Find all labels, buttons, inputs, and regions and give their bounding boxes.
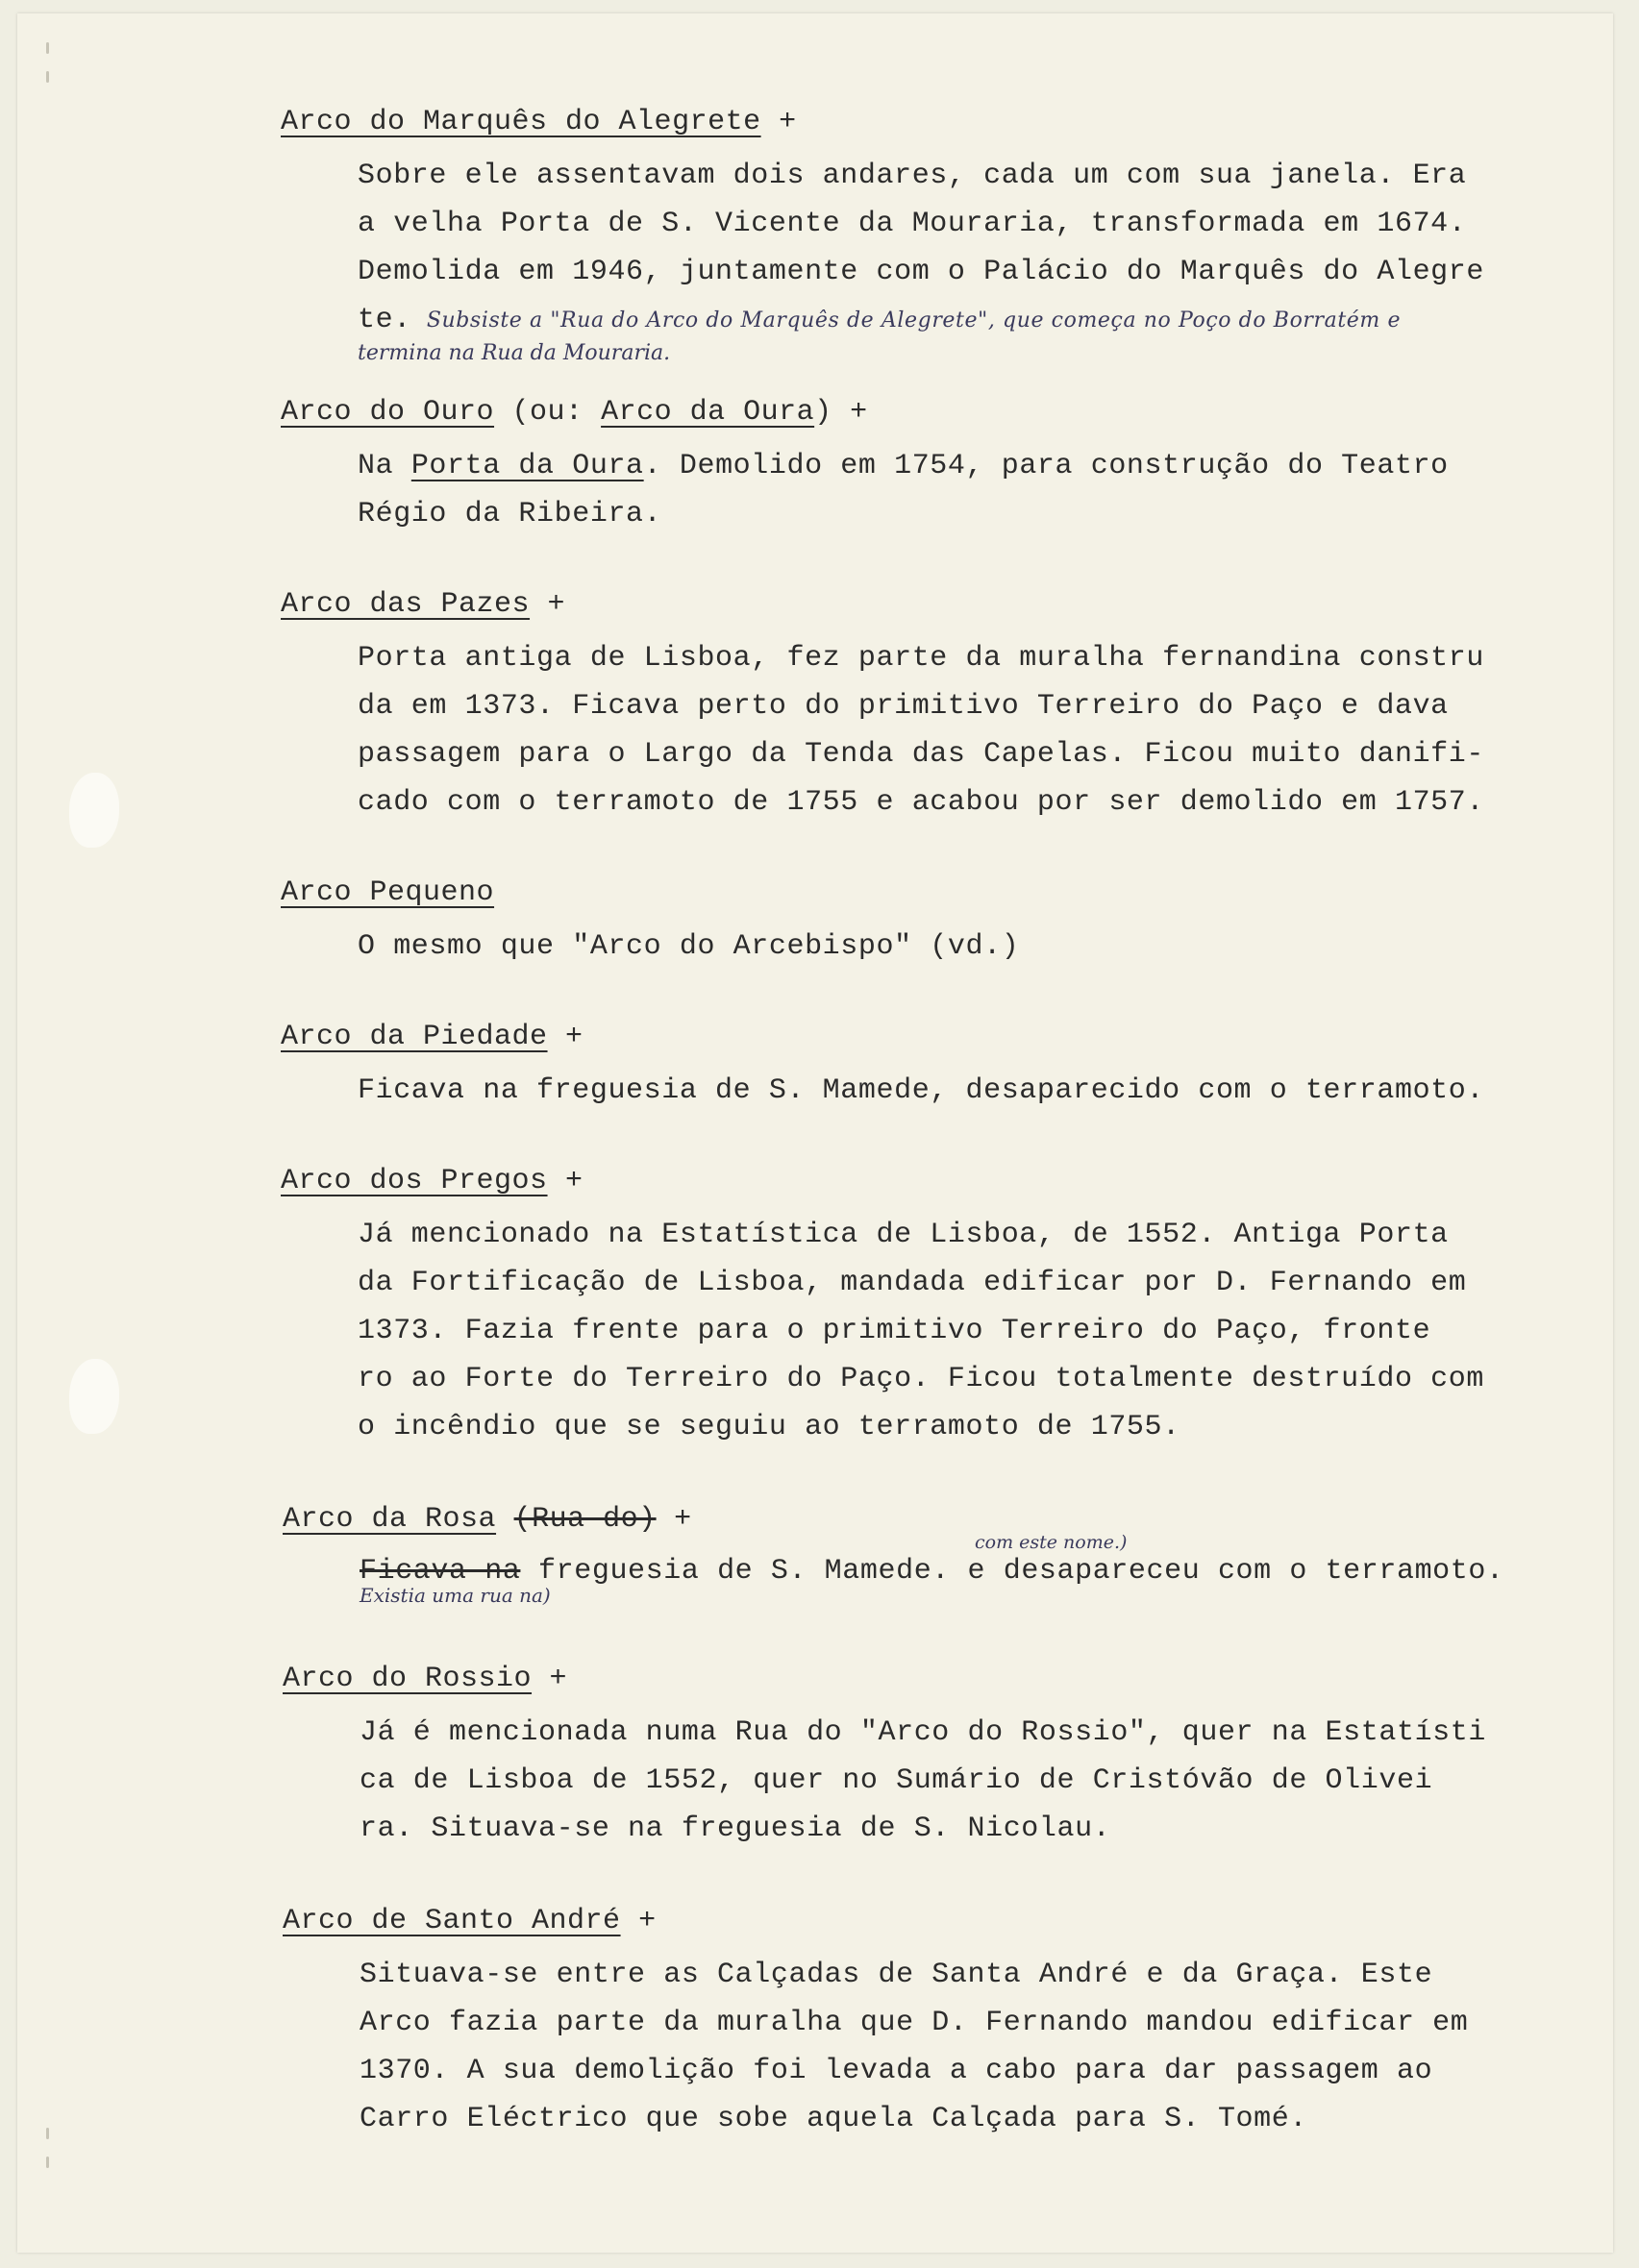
entry-body: Já mencionado na Estatística de Lisboa, de 1552. Antiga Porta da Fortificação de Lisboa, mandada edificar por D. Fernando em 1373. Fazia frente para o primitivo Terreiro do Paço, fronte ro ao Forte do Terreiro do Paço. Ficou totalmente destruído com o incêndio que se seguiu ao terramoto de 1755.	[358, 1219, 1484, 1443]
handwritten-note: Subsiste a "Rua do Arco do Marquês de Alegrete", que começa no Poço do Borratém e	[426, 308, 1402, 333]
entry-body: Ficava na freguesia de S. Mamede. e desapareceu com o terramoto.	[360, 1555, 1504, 1588]
entry-heading: Arco da Rosa	[283, 1503, 497, 1536]
struck-text: (Rua do)	[513, 1503, 657, 1536]
entry-arco-marques-alegrete: Arco do Marquês do Alegrete + Sobre ele assentavam dois andares, cada um com sua janela. Era a velha Porta de S. Vicente da Mouraria, transformada em 1674. Demolida em 1946, juntamente com o Palácio do Marquês do Alegre te. Subsiste a "Rua do Arco do Marquês de Alegrete", que começa no Poço do Borratém e termina na Rua da Mouraria.	[281, 106, 1484, 365]
entry-heading: Arco do Marquês do Alegrete	[281, 106, 761, 138]
entry-heading: Arco Pequeno	[281, 876, 495, 909]
entry-heading: Arco das Pazes	[281, 588, 531, 621]
entry-body: O mesmo que "Arco do Arcebispo" (vd.)	[358, 930, 1020, 963]
entry-body: Situava-se entre as Calçadas de Santa André e da Graça. Este Arco fazia parte da muralha que D. Fernando mandou edificar em 1370. A sua demolição foi levada a cabo para dar passagem ao Carro Eléctrico que sobe aquela Calçada para S. Tomé.	[360, 1959, 1469, 2135]
entry-body: Na Porta da Oura. Demolido em 1754, para construção do Teatro Régio da Ribeira.	[358, 450, 1449, 530]
entry-heading: Arco do Ouro	[281, 396, 495, 429]
struck-text: Ficava na	[360, 1555, 521, 1588]
entry-heading: Arco da Piedade	[281, 1021, 548, 1053]
entry-heading: Arco dos Pregos	[281, 1165, 548, 1197]
handwritten-note: Existia uma rua na)	[360, 1584, 551, 1607]
entry-arco-piedade: Arco da Piedade + Ficava na freguesia de S. Mamede, desaparecido com o terramoto.	[281, 1021, 1484, 1115]
punch-hole	[69, 1359, 119, 1434]
entry-arco-ouro: Arco do Ouro (ou: Arco da Oura) + Na Porta da Oura. Demolido em 1754, para construção do Teatro Régio da Ribeira.	[281, 396, 1449, 538]
entry-arco-pazes: Arco das Pazes + Porta antiga de Lisboa, fez parte da muralha fernandina constru da em 1373. Ficava perto do primitivo Terreiro do Paço e dava passagem para o Largo da Tenda das Capelas. Ficou muito danifi- cado com o terramoto de 1755 e acabou por ser demolido em 1757.	[281, 588, 1484, 826]
entry-arco-rossio: Arco do Rossio + Já é mencionada numa Rua do "Arco do Rossio", quer na Estatísti ca de Lisboa de 1552, quer no Sumário de Cristóvão de Olivei ra. Situava-se na freguesia de S. Nicolau.	[283, 1663, 1486, 1853]
entry-heading: Arco de Santo André	[283, 1905, 621, 1937]
entry-arco-pregos: Arco dos Pregos + Já mencionado na Estatística de Lisboa, de 1552. Antiga Porta da Fortificação de Lisboa, mandada edificar por D. Fernando em 1373. Fazia frente para o primitivo Terreiro do Paço, fronte ro ao Forte do Terreiro do Paço. Ficou totalmente destruído com o incêndio que se seguiu ao terramoto de 1755.	[281, 1165, 1484, 1451]
entry-heading: Arco do Rossio	[283, 1663, 533, 1695]
entry-arco-santo-andre: Arco de Santo André + Situava-se entre as Calçadas de Santa André e da Graça. Este Arco fazia parte da muralha que D. Fernando mandou edificar em 1370. A sua demolição foi levada a cabo para dar passagem ao Carro Eléctrico que sobe aquela Calçada para S. Tomé.	[283, 1905, 1468, 2143]
handwritten-note: termina na Rua da Mouraria.	[358, 341, 671, 365]
document-page	[17, 13, 1613, 2253]
entry-arco-pequeno	[281, 876, 1019, 971]
punch-hole	[69, 773, 119, 848]
entry-arco-rosa: Arco da Rosa (Rua do) + com este nome.) Ficava na freguesia de S. Mamede. e desapareceu com o terramoto. Existia uma rua na)	[283, 1503, 1504, 1607]
entry-body: Ficava na freguesia de S. Mamede, desaparecido com o terramoto.	[358, 1074, 1484, 1107]
entry-body: Sobre ele assentavam dois andares, cada um com sua janela. Era a velha Porta de S. Vicente da Mouraria, transformada em 1674. Demolida em 1946, juntamente com o Palácio do Marquês do Alegre te. Subsiste a "Rua do Arco do Marquês de Alegrete", que começa no Poço do Borratém e	[358, 152, 1484, 345]
entry-body: Porta antiga de Lisboa, fez parte da muralha fernandina constru da em 1373. Ficava perto do primitivo Terreiro do Paço e dava passagem para o Largo da Tenda das Capelas. Ficou muito danifi- cado com o terramoto de 1755 e acabou por ser demolido em 1757.	[358, 642, 1484, 819]
entry-body: Já é mencionada numa Rua do "Arco do Rossio", quer na Estatísti ca de Lisboa de 1552, quer no Sumário de Cristóvão de Olivei ra. Situava-se na freguesia de S. Nicolau.	[360, 1716, 1486, 1845]
handwritten-note: com este nome.)	[975, 1532, 1128, 1553]
